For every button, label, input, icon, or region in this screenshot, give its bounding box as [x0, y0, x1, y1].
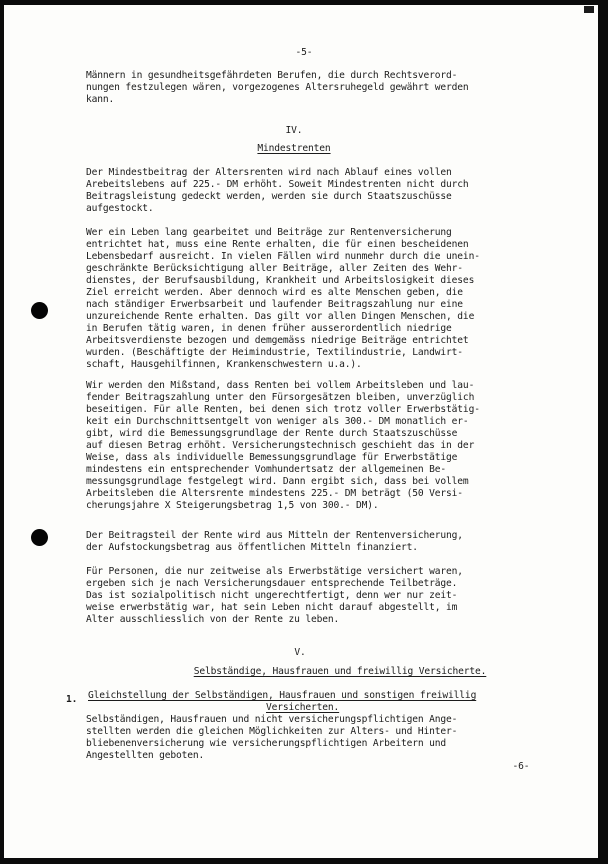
text-line: entrichtet hat, muss eine Rente erhalten, die für einen bescheidenen	[86, 239, 469, 250]
scan-border-top	[0, 0, 608, 5]
text-line: in Berufen tätig waren, in denen früher ausserordentlich niedrige	[86, 323, 452, 334]
section-4-numeral: IV.	[285, 125, 303, 136]
text-line: wurden. (Beschäftigte der Heimindustrie, Textilindustrie, Landwirt-	[86, 347, 463, 358]
text-line: der Aufstockungsbetrag aus öffentlichen Mitteln finanziert.	[86, 542, 418, 553]
text-line: Wir werden den Mißstand, dass Renten bei vollem Arbeitsleben und lau-	[86, 380, 475, 391]
text-line: Für Personen, die nur zeitweise als Erwerbstätige versichert waren,	[86, 566, 463, 577]
text-line: fender Beitragszahlung unter den Fürsorgesätzen bleiben, unverzüglich	[86, 392, 475, 403]
scan-corner-mark	[584, 6, 594, 13]
text-line: Der Mindestbeitrag der Altersrenten wird nach Ablauf eines vollen	[86, 167, 452, 178]
text-line: unzureichende Rente erhalten. Das gilt vor allen Dingen Menschen, die	[86, 311, 475, 322]
section-4-title: Mindestrenten	[257, 143, 331, 154]
text-line: keit ein Durchschnittsentgelt von weniger als 300.- DM monatlich er-	[86, 416, 469, 427]
section-4-paragraph-3	[86, 380, 566, 512]
heading-line: Gleichstellung der Selbständigen, Hausfrauen und sonstigen freiwillig	[88, 690, 477, 701]
scan-border-right	[598, 0, 608, 864]
punch-hole-lower	[31, 529, 48, 546]
text-line: beseitigen. Für alle Renten, bei denen sich trotz voller Erwerbstätig-	[86, 404, 480, 415]
page-number-top: -5-	[295, 47, 313, 58]
text-line: Männern in gesundheitsgefährdeten Berufen, die durch Rechtsverord-	[86, 70, 458, 81]
text-line: Angestellten geboten.	[86, 750, 205, 761]
text-line: Ziel erreicht werden. Aber dennoch wird es alte Menschen geben, die	[86, 287, 463, 298]
text-line: aufgestockt.	[86, 203, 154, 214]
text-line: schaft, Hausgehilfinnen, Krankenschwestern u.a.).	[86, 359, 362, 370]
intro-paragraph	[86, 70, 566, 106]
text-line: kann.	[86, 94, 115, 105]
punch-hole-upper	[31, 302, 48, 319]
text-line: Alter ausschliesslich von der Rente zu leben.	[86, 614, 340, 625]
text-line: weise erwerbstätig war, hat sein Leben nicht darauf abgestellt, im	[86, 602, 458, 613]
text-line: stellten werden die gleichen Möglichkeiten zur Alters- und Hinter-	[86, 726, 458, 737]
text-line: geschränkte Berücksichtigung aller Beiträge, aller Zeiten des Wehr-	[86, 263, 463, 274]
text-line: Weise, dass als individuelle Bemessungsgrundlage für Erwerbstätige	[86, 452, 458, 463]
section-4-paragraph-1	[86, 167, 566, 215]
scan-border-left	[0, 0, 4, 864]
section-5-numeral: V.	[294, 647, 306, 658]
section-5-title: Selbständige, Hausfrauen und freiwillig Versicherte.	[193, 666, 487, 677]
item-1-body	[86, 714, 566, 762]
text-line: Der Beitragsteil der Rente wird aus Mitteln der Rentenversicherung,	[86, 530, 463, 541]
text-line: Beitragsleistung gedeckt werden, werden sie durch Staatszuschüsse	[86, 191, 452, 202]
heading-line: Versicherten.	[266, 702, 340, 713]
text-line: nach ständiger Erwerbsarbeit und laufender Beitragszahlung nur eine	[86, 299, 463, 310]
text-line: auf diesen Betrag erhöht. Versicherungstechnisch geschieht das in der	[86, 440, 475, 451]
text-line: Das ist sozialpolitisch nicht ungerechtfertigt, denn wer nur zeit-	[86, 590, 458, 601]
text-line: Selbständigen, Hausfrauen und nicht versicherungspflichtigen Ange-	[86, 714, 458, 725]
section-4-paragraph-4	[86, 530, 566, 554]
text-line: ergeben sich je nach Versicherungsdauer entsprechende Teilbeträge.	[86, 578, 458, 589]
text-line: Lebensbedarf ausreicht. In vielen Fällen wird nunmehr durch die unein-	[86, 251, 480, 262]
text-line: Arebeitslebens auf 225.- DM erhöht. Soweit Mindestrenten nicht durch	[86, 179, 469, 190]
text-line: Arbeitsleben die Altersrente mindestens 225.- DM beträgt (50 Versi-	[86, 488, 463, 499]
scan-border-bottom	[0, 858, 608, 864]
text-line: nungen festzulegen wären, vorgezogenes Altersruhegeld gewährt werden	[86, 82, 469, 93]
item-1-number: 1.	[66, 694, 78, 705]
text-line: gibt, wird die Bemessungsgrundlage der Rente durch Staatszuschüsse	[86, 428, 458, 439]
text-line: dienstes, der Berufsausbildung, Krankheit und Arbeitslosigkeit dieses	[86, 275, 475, 286]
text-line: Wer ein Leben lang gearbeitet und Beiträge zur Rentenversicherung	[86, 227, 452, 238]
text-line: cherungsjahre X Steigerungsbetrag 1,5 von 300.- DM).	[86, 500, 379, 511]
page-number-next: -6-	[512, 761, 530, 772]
text-line: bliebenenversicherung wie versicherungspflichtigen Arbeitern und	[86, 738, 447, 749]
item-1-heading	[88, 690, 568, 714]
section-4-paragraph-5	[86, 566, 566, 626]
text-line: mindestens ein entsprechender Vomhundertsatz der allgemeinen Be-	[86, 464, 447, 475]
text-line: messungsgrundlage festgelegt wird. Dann ergibt sich, dass bei vollem	[86, 476, 469, 487]
section-4-paragraph-2	[86, 227, 566, 371]
text-line: Arbeitsverdienste bezogen und demgemäss niedrige Beiträge entrichtet	[86, 335, 469, 346]
